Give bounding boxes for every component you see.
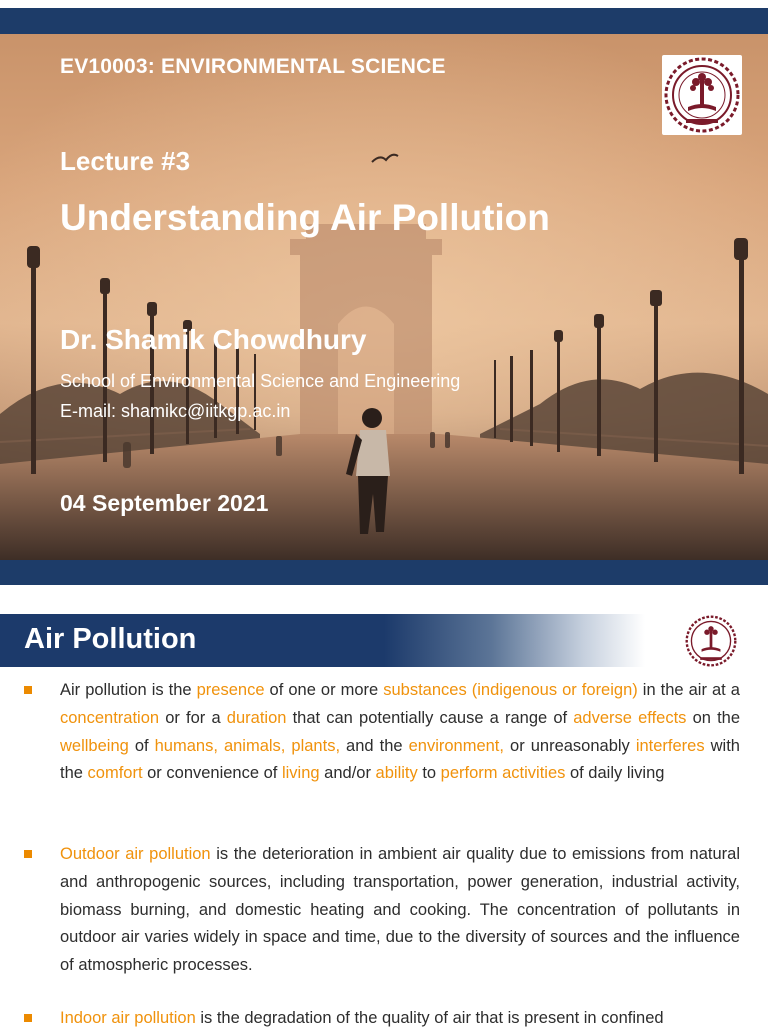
body-text: with the (60, 736, 740, 783)
author-name: Dr. Shamik Chowdhury (60, 324, 367, 355)
square-bullet-icon (24, 686, 32, 694)
body-text: on the (686, 708, 741, 727)
body-text: that can potentially cause a range of (286, 708, 574, 727)
highlighted-term: substances (indigenous or foreign) (383, 681, 638, 699)
highlighted-term: interferes (635, 736, 705, 755)
square-bullet-icon (24, 850, 32, 858)
highlighted-term: duration (226, 708, 287, 727)
highlighted-term: presence (196, 681, 265, 699)
highlighted-term: adverse effects (573, 708, 687, 727)
highlighted-term: environment, (408, 736, 504, 755)
body-text: of one or more (264, 681, 384, 699)
body-text: to (417, 764, 441, 783)
iit-kharagpur-emblem-icon (684, 614, 738, 668)
air-pollution-slide (0, 614, 768, 1027)
bullet-indoor-pollution (60, 1005, 740, 1033)
highlighted-term: perform activities (440, 764, 566, 783)
body-text: of daily living (565, 764, 665, 783)
highlighted-term: Indoor air pollution (60, 1009, 196, 1027)
body-text: and the (340, 736, 409, 755)
author-email: E-mail: shamikc@iitkgp.ac.in (60, 401, 291, 421)
highlighted-term: living (281, 764, 320, 783)
body-text: or unreasonably (503, 736, 636, 755)
slide-header-bar (0, 614, 768, 667)
highlighted-term: humans, animals, plants, (154, 736, 341, 755)
highlighted-term: comfort (87, 764, 143, 783)
highlighted-term: concentration (60, 708, 160, 727)
body-text: of (128, 736, 155, 755)
bullet-outdoor-pollution (60, 841, 740, 980)
body-text: is the degradation of the quality of air that is present in confined (195, 1009, 664, 1027)
smog-street-scene (0, 34, 768, 560)
body-text: is the deterioration in ambient air quality due to emissions from natural and anthropogenic sources, including transportation, power generation, industrial activity, biomass burning, and domestic heating and cooking. The concentration of pollutants in outdoor air varies widely in space and time, due to the diversity of sources and the influence of atmospheric processes. (60, 845, 740, 975)
highlighted-term: Outdoor air pollution (60, 845, 211, 863)
square-bullet-icon (24, 1014, 32, 1022)
body-text: in the air at a (637, 681, 740, 699)
body-text: or for a (159, 708, 227, 727)
background-photo (0, 34, 768, 560)
title-slide (0, 8, 768, 585)
highlighted-term: wellbeing (60, 736, 129, 755)
school-name: School of Environmental Science and Engineering (60, 371, 461, 391)
body-text: and/or (319, 764, 376, 783)
slide-title: Air Pollution (24, 623, 197, 655)
lecture-number: Lecture #3 (60, 146, 191, 176)
bullet-definition (60, 677, 740, 788)
body-text: or convenience of (142, 764, 282, 783)
highlighted-term: ability (375, 764, 418, 783)
iit-kharagpur-emblem-icon (662, 55, 742, 135)
body-text: Air pollution is the (60, 681, 197, 699)
course-code: EV10003: ENVIRONMENTAL SCIENCE (60, 55, 446, 78)
lecture-date: 04 September 2021 (60, 490, 269, 516)
lecture-title: Understanding Air Pollution (60, 197, 550, 238)
